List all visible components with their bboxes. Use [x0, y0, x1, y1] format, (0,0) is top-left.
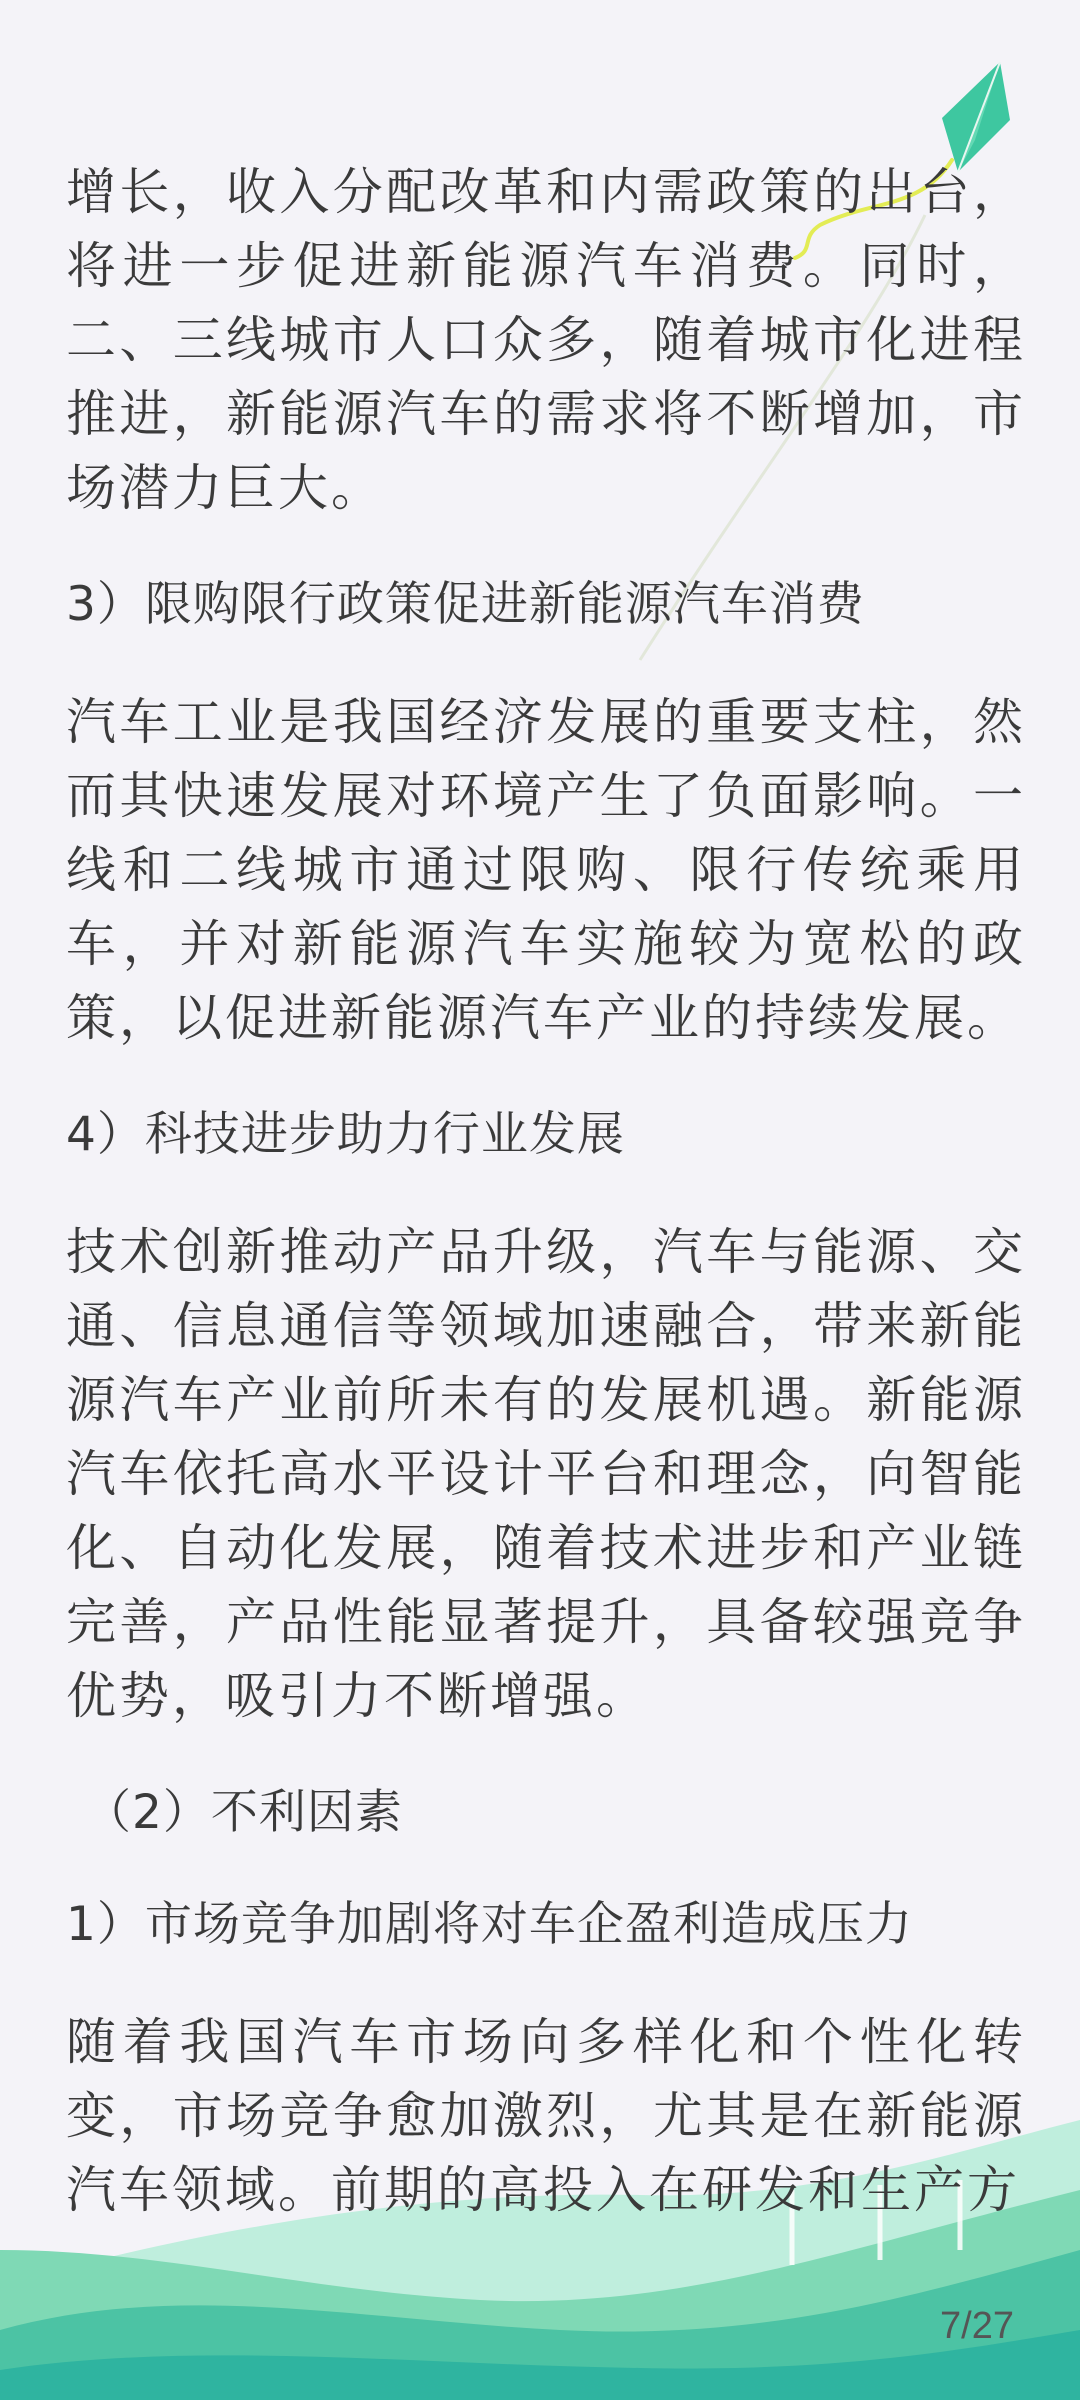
heading-technology-progress: 4）科技进步助力行业发展: [66, 1107, 625, 1162]
heading-purchase-restriction: 3）限购限行政策促进新能源汽车消费: [66, 577, 865, 632]
paragraph-market-competition: 随着我国汽车市场向多样化和个性化转变，市场竞争愈加激烈，尤其是在新能源汽车领域。前期的高投入在研发和生产方: [66, 2013, 1026, 2219]
paragraph-technology-progress: 技术创新推动产品升级，汽车与能源、交通、信息通信等领域加速融合，带来新能源汽车产业前所未有的发展机遇。新能源汽车依托高水平设计平台和理念，向智能化、自动化发展，随着技术进步和产业链完善，产品性能显著提升，具备较强竞争优势，吸引力不断增强。: [66, 1223, 1026, 1725]
article-body: [66, 155, 1026, 2275]
paragraph-demand-growth: 增长，收入分配改革和内需政策的出台，将进一步促进新能源汽车消费。同时，二、三线城市人口众多，随着城市化进程推进，新能源汽车的需求将不断增加，市场潜力巨大。: [66, 163, 1026, 517]
section-heading-unfavorable-factors: （2）不利因素: [84, 1785, 403, 1840]
page-number: 7/27: [940, 2305, 1014, 2347]
paragraph-purchase-restriction: 汽车工业是我国经济发展的重要支柱，然而其快速发展对环境产生了负面影响。一线和二线城市通过限购、限行传统乘用车，并对新能源汽车实施较为宽松的政策，以促进新能源汽车产业的持续发展。: [66, 693, 1026, 1047]
heading-market-competition: 1）市场竞争加剧将对车企盈利造成压力: [66, 1897, 913, 1952]
